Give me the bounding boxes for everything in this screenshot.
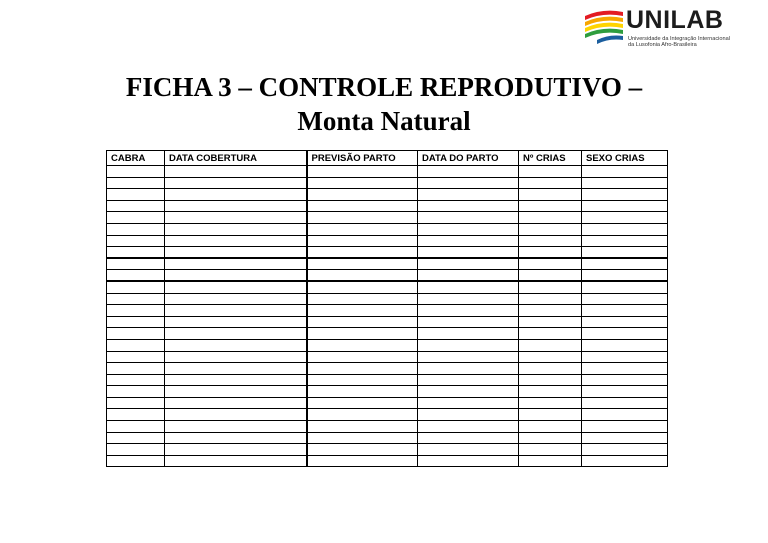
table-cell[interactable] xyxy=(107,421,165,433)
table-cell[interactable] xyxy=(418,455,519,467)
table-cell[interactable] xyxy=(307,293,418,305)
table-cell[interactable] xyxy=(418,444,519,456)
table-cell[interactable] xyxy=(519,455,582,467)
table-row xyxy=(107,247,668,259)
table-cell[interactable] xyxy=(582,305,668,317)
table-cell[interactable] xyxy=(582,293,668,305)
table-cell[interactable] xyxy=(519,281,582,293)
table-cell[interactable] xyxy=(165,386,307,398)
table-cell[interactable] xyxy=(107,258,165,270)
table-cell[interactable] xyxy=(418,177,519,189)
table-row xyxy=(107,397,668,409)
table-cell[interactable] xyxy=(107,409,165,421)
table-cell[interactable] xyxy=(519,316,582,328)
page-title-line-2: Monta Natural xyxy=(297,106,471,136)
table-cell[interactable] xyxy=(165,444,307,456)
table-cell[interactable] xyxy=(107,281,165,293)
column-header-data-cobertura: DATA COBERTURA xyxy=(165,151,307,166)
table-cell[interactable] xyxy=(107,200,165,212)
table-cell[interactable] xyxy=(519,432,582,444)
table-cell[interactable] xyxy=(519,397,582,409)
table-row xyxy=(107,212,668,224)
table-cell[interactable] xyxy=(418,374,519,386)
table-cell[interactable] xyxy=(165,397,307,409)
table-row xyxy=(107,421,668,433)
table-cell[interactable] xyxy=(165,166,307,178)
column-header-n-crias: Nº CRIAS xyxy=(519,151,582,166)
table-cell[interactable] xyxy=(165,200,307,212)
table-cell[interactable] xyxy=(519,293,582,305)
table-cell[interactable] xyxy=(582,212,668,224)
table-cell[interactable] xyxy=(519,351,582,363)
table-cell[interactable] xyxy=(307,166,418,178)
table-cell[interactable] xyxy=(582,374,668,386)
table-cell[interactable] xyxy=(519,339,582,351)
table-row xyxy=(107,363,668,375)
table-cell[interactable] xyxy=(519,386,582,398)
column-header-previsao-parto: PREVISÃO PARTO xyxy=(307,151,418,166)
logo-subtitle xyxy=(628,36,730,49)
table-row xyxy=(107,258,668,270)
table-cell[interactable] xyxy=(519,177,582,189)
table-row xyxy=(107,166,668,178)
table-cell[interactable] xyxy=(165,374,307,386)
table-cell[interactable] xyxy=(519,374,582,386)
table-cell[interactable] xyxy=(307,432,418,444)
table-cell[interactable] xyxy=(107,270,165,282)
table-cell[interactable] xyxy=(307,444,418,456)
table-cell[interactable] xyxy=(107,166,165,178)
table-cell[interactable] xyxy=(307,351,418,363)
table-cell[interactable] xyxy=(107,374,165,386)
table-cell[interactable] xyxy=(418,258,519,270)
table-cell[interactable] xyxy=(107,177,165,189)
table-cell[interactable] xyxy=(418,351,519,363)
table-cell[interactable] xyxy=(165,351,307,363)
table-cell[interactable] xyxy=(307,386,418,398)
table-cell[interactable] xyxy=(165,223,307,235)
table-cell[interactable] xyxy=(519,235,582,247)
table-header-row xyxy=(107,151,668,166)
table-cell[interactable] xyxy=(107,455,165,467)
table-cell[interactable] xyxy=(107,363,165,375)
table-cell[interactable] xyxy=(165,270,307,282)
table-cell[interactable] xyxy=(307,363,418,375)
table-cell[interactable] xyxy=(307,247,418,259)
table-cell[interactable] xyxy=(107,223,165,235)
table-cell[interactable] xyxy=(165,316,307,328)
table-cell[interactable] xyxy=(582,363,668,375)
table-cell[interactable] xyxy=(165,281,307,293)
table-cell[interactable] xyxy=(418,421,519,433)
table-cell[interactable] xyxy=(165,409,307,421)
table-cell[interactable] xyxy=(165,363,307,375)
table-cell[interactable] xyxy=(107,386,165,398)
table-cell[interactable] xyxy=(307,223,418,235)
table-cell[interactable] xyxy=(582,235,668,247)
reproductive-control-table xyxy=(106,150,668,467)
table-cell[interactable] xyxy=(307,328,418,340)
table-cell[interactable] xyxy=(582,200,668,212)
table-cell[interactable] xyxy=(418,432,519,444)
table-body xyxy=(107,166,668,467)
table-cell[interactable] xyxy=(165,339,307,351)
table-cell[interactable] xyxy=(582,339,668,351)
table-cell[interactable] xyxy=(418,281,519,293)
table-cell[interactable] xyxy=(582,432,668,444)
table-cell[interactable] xyxy=(582,351,668,363)
table-row xyxy=(107,444,668,456)
table-cell[interactable] xyxy=(519,328,582,340)
table-cell[interactable] xyxy=(519,212,582,224)
table-cell[interactable] xyxy=(165,293,307,305)
table-row xyxy=(107,189,668,201)
table-cell[interactable] xyxy=(519,247,582,259)
table-cell[interactable] xyxy=(582,281,668,293)
table-cell[interactable] xyxy=(582,455,668,467)
table-cell[interactable] xyxy=(107,351,165,363)
column-header-data-do-parto: DATA DO PARTO xyxy=(418,151,519,166)
table-cell[interactable] xyxy=(307,421,418,433)
table-cell[interactable] xyxy=(418,316,519,328)
table-row xyxy=(107,374,668,386)
table-cell[interactable] xyxy=(165,328,307,340)
table-row xyxy=(107,281,668,293)
table-cell[interactable] xyxy=(165,305,307,317)
table-cell[interactable] xyxy=(307,258,418,270)
table-cell[interactable] xyxy=(582,223,668,235)
table-cell[interactable] xyxy=(307,200,418,212)
table-cell[interactable] xyxy=(107,339,165,351)
table-cell[interactable] xyxy=(582,258,668,270)
table-cell[interactable] xyxy=(418,305,519,317)
table-cell[interactable] xyxy=(307,339,418,351)
page-title-line-1: FICHA 3 – CONTROLE REPRODUTIVO – xyxy=(125,72,643,102)
table-cell[interactable] xyxy=(582,421,668,433)
logo-subtitle-line-1: Universidade da Integração Internacional xyxy=(628,36,730,42)
table-cell[interactable] xyxy=(165,189,307,201)
table-row xyxy=(107,409,668,421)
table-cell[interactable] xyxy=(582,189,668,201)
logo-wordmark: UNILAB xyxy=(626,6,724,34)
table-cell[interactable] xyxy=(418,212,519,224)
table-cell[interactable] xyxy=(418,386,519,398)
table-cell[interactable] xyxy=(307,270,418,282)
table-cell[interactable] xyxy=(165,455,307,467)
table-cell[interactable] xyxy=(165,421,307,433)
table-cell[interactable] xyxy=(107,247,165,259)
table-cell[interactable] xyxy=(519,258,582,270)
table-cell[interactable] xyxy=(519,189,582,201)
table-row xyxy=(107,339,668,351)
table-cell[interactable] xyxy=(107,293,165,305)
logo-subtitle-line-2: da Lusofonia Afro-Brasileira xyxy=(628,42,697,49)
table-cell[interactable] xyxy=(307,305,418,317)
table-cell[interactable] xyxy=(107,316,165,328)
table-cell[interactable] xyxy=(418,270,519,282)
table-cell[interactable] xyxy=(307,177,418,189)
table-cell[interactable] xyxy=(582,386,668,398)
table-cell[interactable] xyxy=(418,189,519,201)
table-cell[interactable] xyxy=(418,409,519,421)
table-cell[interactable] xyxy=(107,189,165,201)
table-cell[interactable] xyxy=(418,223,519,235)
table-cell[interactable] xyxy=(307,409,418,421)
table-cell[interactable] xyxy=(307,281,418,293)
table-cell[interactable] xyxy=(582,409,668,421)
table-cell[interactable] xyxy=(307,189,418,201)
table-cell[interactable] xyxy=(519,223,582,235)
table-cell[interactable] xyxy=(307,212,418,224)
column-header-cabra: CABRA xyxy=(107,151,165,166)
table-cell[interactable] xyxy=(519,200,582,212)
table-cell[interactable] xyxy=(107,397,165,409)
table-cell[interactable] xyxy=(107,444,165,456)
table-cell[interactable] xyxy=(418,200,519,212)
table-cell[interactable] xyxy=(582,270,668,282)
table-cell[interactable] xyxy=(519,166,582,178)
unilab-emblem-icon xyxy=(583,6,625,50)
table-cell[interactable] xyxy=(307,455,418,467)
column-header-sexo-crias: SEXO CRIAS xyxy=(582,151,668,166)
table-cell[interactable] xyxy=(165,235,307,247)
table-cell[interactable] xyxy=(582,177,668,189)
table-row xyxy=(107,200,668,212)
table-cell[interactable] xyxy=(307,316,418,328)
table-cell[interactable] xyxy=(418,247,519,259)
table-cell[interactable] xyxy=(418,235,519,247)
table-cell[interactable] xyxy=(418,166,519,178)
table-row xyxy=(107,316,668,328)
table-cell[interactable] xyxy=(107,235,165,247)
table-cell[interactable] xyxy=(418,363,519,375)
table-cell[interactable] xyxy=(519,409,582,421)
table-cell[interactable] xyxy=(519,363,582,375)
table-cell[interactable] xyxy=(165,212,307,224)
table-cell[interactable] xyxy=(107,305,165,317)
table-cell[interactable] xyxy=(107,212,165,224)
unilab-logo xyxy=(583,6,758,52)
table-cell[interactable] xyxy=(418,339,519,351)
table-cell[interactable] xyxy=(582,397,668,409)
table-row xyxy=(107,177,668,189)
table-cell[interactable] xyxy=(418,293,519,305)
table-row xyxy=(107,235,668,247)
table-row xyxy=(107,432,668,444)
table-row xyxy=(107,293,668,305)
table-cell[interactable] xyxy=(582,444,668,456)
table-cell[interactable] xyxy=(107,432,165,444)
table-cell[interactable] xyxy=(519,270,582,282)
table-cell[interactable] xyxy=(307,235,418,247)
table-cell[interactable] xyxy=(582,316,668,328)
table-cell[interactable] xyxy=(107,328,165,340)
table-cell[interactable] xyxy=(418,328,519,340)
table-cell[interactable] xyxy=(307,374,418,386)
table-cell[interactable] xyxy=(519,444,582,456)
table-row xyxy=(107,328,668,340)
table-cell[interactable] xyxy=(165,247,307,259)
table-row xyxy=(107,270,668,282)
table-cell[interactable] xyxy=(165,177,307,189)
table-cell[interactable] xyxy=(519,421,582,433)
table-cell[interactable] xyxy=(582,328,668,340)
table-cell[interactable] xyxy=(582,247,668,259)
table-cell[interactable] xyxy=(418,397,519,409)
table-row xyxy=(107,223,668,235)
table-cell[interactable] xyxy=(519,305,582,317)
table-row xyxy=(107,305,668,317)
table-row xyxy=(107,386,668,398)
table-cell[interactable] xyxy=(165,258,307,270)
table-cell[interactable] xyxy=(165,432,307,444)
table-cell[interactable] xyxy=(582,166,668,178)
table-row xyxy=(107,351,668,363)
table-cell[interactable] xyxy=(307,397,418,409)
table-row xyxy=(107,455,668,467)
